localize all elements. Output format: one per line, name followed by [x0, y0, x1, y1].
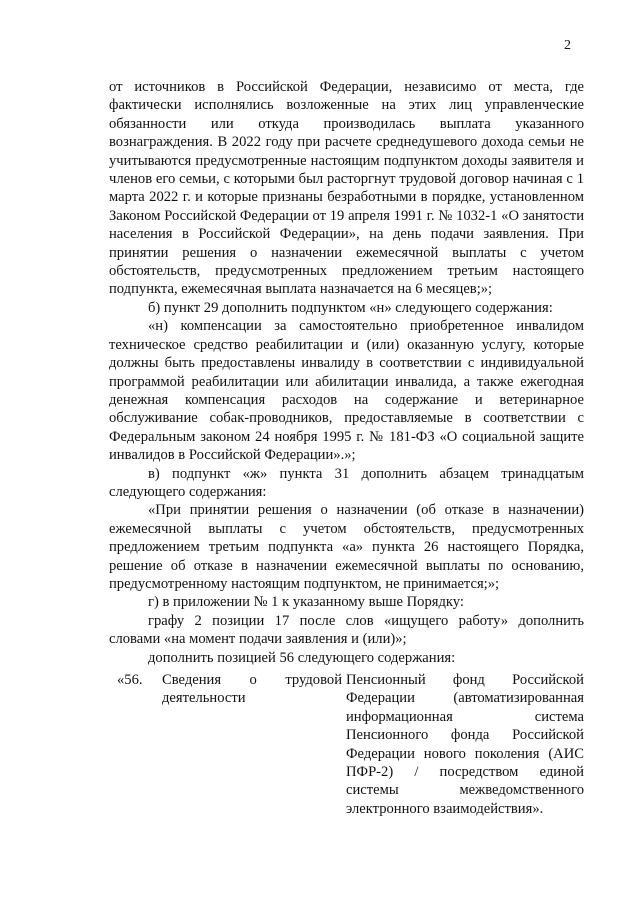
paragraph-column-2: графу 2 позиции 17 после слов «ищущего работу» дополнить словами «на момент подачи заявления и (или)»;: [109, 612, 584, 648]
paragraph-quote-decision: «При принятии решения о назначении (об отказе в назначении) ежемесячной выплаты с учетом обстоятельств, предусмотренных предложением третьим подпункта «а» пункта 26 настоящего Порядка, решение об отказе в назначении ежемесячной выплаты по основанию, предусмотренному настоящим подпунктом, не принимается;»;: [109, 502, 584, 592]
table-row-name: Сведения о трудовой деятельности: [162, 672, 342, 707]
paragraph-item-g: г) в приложении № 1 к указанному выше Порядку:: [148, 594, 464, 611]
table-row-number: «56.: [117, 672, 143, 688]
paragraph-item-v: в) подпункт «ж» пункта 31 дополнить абзацем тринадцатым следующего содержания:: [109, 465, 584, 500]
table-row-source: Пенсионный фонд Российской Федерации (автоматизированная информационная система Пенсионного фонда Российской Федерации нового поколения (АИС ПФР-2) / посредством единой системы межведомственного электронного взаимодействия».: [346, 672, 584, 817]
paragraph-continuation: от источников в Российской Федерации, независимо от места, где фактически исполнялись возложенные на этих лиц управленческие обязанности или откуда производилась выплата указанного вознаграждения. В 2022 году при расчете среднедушевого дохода семьи не учитываются предусмотренные настоящим подпунктом доходы заявителя и членов его семьи, с которыми был расторгнут трудовой договор начиная с 1 марта 2022 г. и которые признаны безработными в порядке, установленном Законом Российской Федерации от 19 апреля 1991 г. № 1032-1 «О занятости населения в Российской Федерации», на день подачи заявления. При принятии решения о назначении ежемесячной выплаты с учетом обстоятельств, предусмотренных предложением третьим настоящего подпункта, ежемесячная выплата назначается на 6 месяцев;»;: [109, 79, 584, 298]
page-number: 2: [564, 38, 571, 53]
document-body: [109, 78, 584, 667]
paragraph-item-b: б) пункт 29 дополнить подпунктом «н» следующего содержания:: [148, 299, 553, 316]
paragraph-subitem-n: «н) компенсации за самостоятельно приобретенное инвалидом техническое средство реабилитации и (или) оказанную услугу, которые должны быть предоставлены инвалиду в соответствии с индивидуальной программой реабилитации или абилитации инвалида, а также ежегодная денежная компенсация расходов на содержание и ветеринарное обслуживание собак-проводников, предоставляемые в соответствии с Федеральным законом 24 ноября 1995 г. № 181-ФЗ «О социальной защите инвалидов в Российской Федерации».»;: [109, 318, 584, 464]
paragraph-add-position: дополнить позицией 56 следующего содержания:: [148, 649, 456, 666]
